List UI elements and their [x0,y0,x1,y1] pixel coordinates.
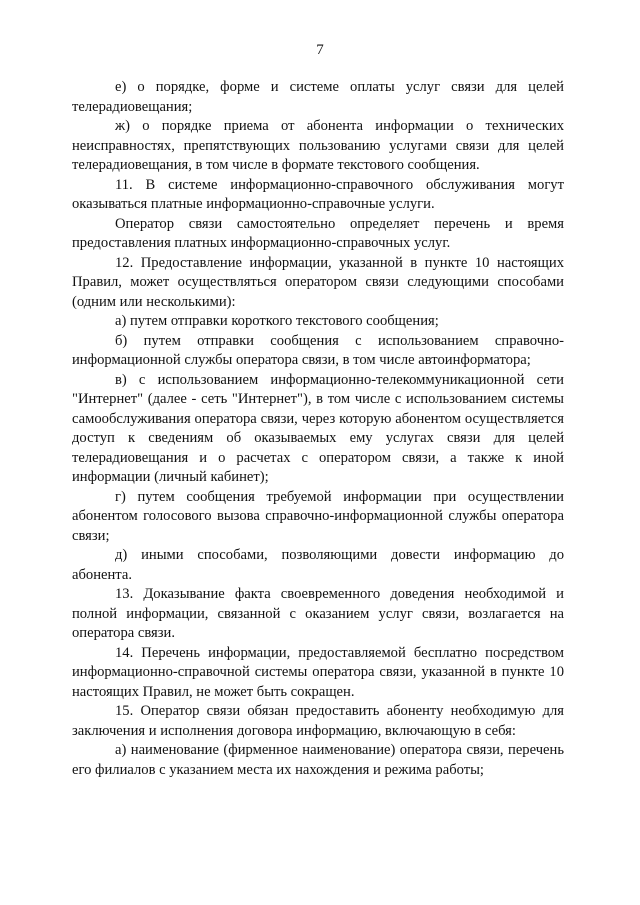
paragraph-clause-12-a: а) путем отправки короткого текстового сообщения; [115,313,439,329]
paragraph-clause-12-b: б) путем отправки сообщения с использованием справочно-информационной службы оператора связи, в том числе автоинформатора; [72,332,564,368]
paragraph-clause-12-v: в) с использованием информационно-телекоммуникационной сети "Интернет" (далее - сеть "Интернет"), в том числе с использованием системы самообслуживания оператора связи, через которую абонентом осуществляется доступ к сведениям об оказываемых ему услугах связи для целей телерадиовещания и о расчетах с оператором связи, а также к иной информации (личный кабинет); [72,371,564,485]
paragraph-item-e: е) о порядке, форме и системе оплаты услуг связи для целей телерадиовещания; [72,79,564,115]
paragraph-clause-12: 12. Предоставление информации, указанной в пункте 10 настоящих Правил, может осуществляться оператором связи следующими способами (одним или несколькими): [72,254,564,310]
paragraph-clause-14: 14. Перечень информации, предоставляемой бесплатно посредством информационно-справочной системы оператора связи, указанной в пункте 10 настоящих Правил, не может быть сокращен. [72,644,564,700]
paragraph-clause-15: 15. Оператор связи обязан предоставить абоненту необходимую для заключения и исполнения договора информацию, включающую в себя: [72,703,564,739]
paragraph-clause-11: 11. В системе информационно-справочного обслуживания могут оказываться платные информационно-справочные услуги. [72,176,564,212]
paragraph-clause-12-d: д) иными способами, позволяющими довести информацию до абонента. [72,547,564,583]
paragraph-clause-13: 13. Доказывание факта своевременного доведения необходимой и полной информации, связанной с оказанием услуг связи, возлагается на оператора связи. [72,586,564,641]
paragraph-clause-11-operator: Оператор связи самостоятельно определяет перечень и время предоставления платных информационно-справочных услуг. [72,215,564,251]
page-number: 7 [316,42,324,58]
paragraph-item-zh: ж) о порядке приема от абонента информации о технических неисправностях, препятствующих пользованию услугами связи для целей телерадиовещания, в том числе в формате текстового сообщения. [72,118,564,173]
paragraph-clause-15-a: а) наименование (фирменное наименование) оператора связи, перечень его филиалов с указанием места их нахождения и режима работы; [72,742,564,778]
document-body [72,78,564,780]
paragraph-clause-12-g: г) путем сообщения требуемой информации при осуществлении абонентом голосового вызова справочно-информационной службы оператора связи; [72,488,564,544]
